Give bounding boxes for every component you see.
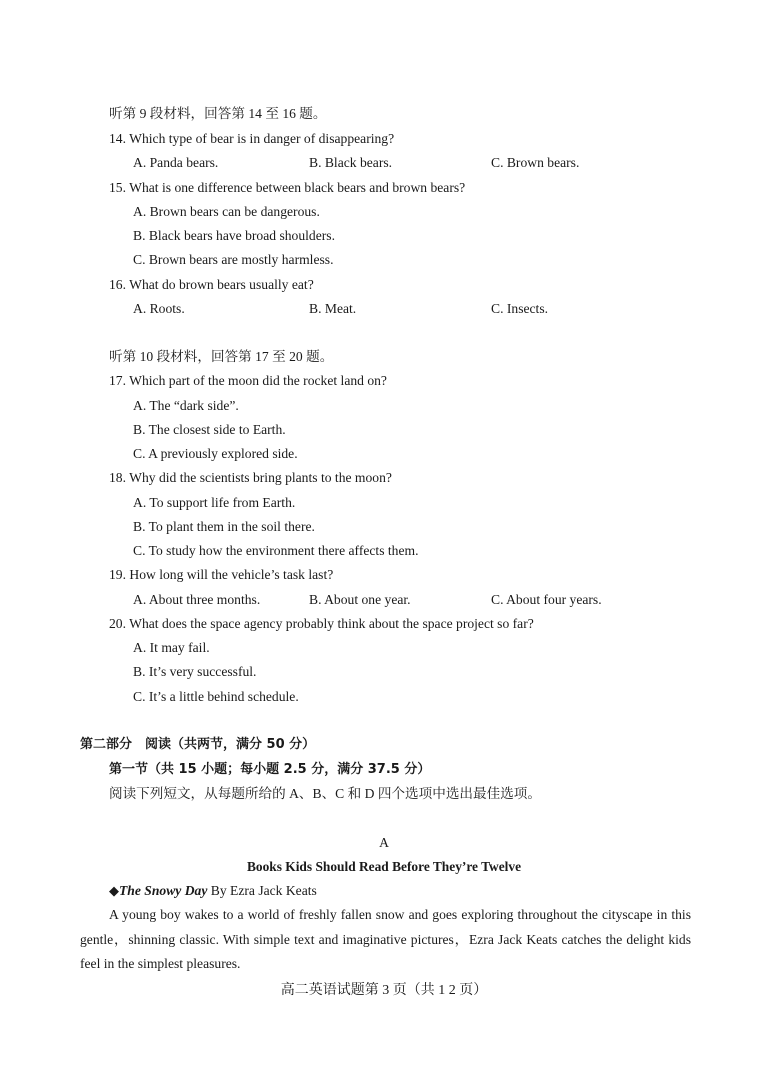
question-17-option-a: A. The “dark side”. (133, 398, 239, 413)
question-16-option-b: B. Meat. (309, 301, 357, 316)
book-title: The Snowy Day (119, 883, 208, 898)
section-header-9: 听第 9 段材料，回答第 14 至 16 题。 (109, 106, 327, 121)
question-14-option-c: C. Brown bears. (491, 155, 580, 170)
part2-instruction: 阅读下列短文，从每题所给的 A、B、C 和 D 四个选项中选出最佳选项。 (109, 786, 541, 801)
question-15-option-c: C. Brown bears are mostly harmless. (133, 252, 334, 267)
question-17-option-c: C. A previously explored side. (133, 446, 298, 461)
question-19-option-b: B. About one year. (309, 592, 411, 607)
passage-title: Books Kids Should Read Before They’re Twelve (246, 859, 522, 874)
question-19-stem: 19. How long will the vehicle’s task last? (109, 567, 334, 582)
question-14-option-b: B. Black bears. (309, 155, 393, 170)
question-19-option-a: A. About three months. (133, 592, 261, 607)
question-18-option-a: A. To support life from Earth. (133, 495, 296, 510)
question-20-stem: 20. What does the space agency probably think about the space project so far? (109, 616, 534, 631)
question-20-option-b: B. It’s very successful. (133, 664, 257, 679)
question-14-option-a: A. Panda bears. (133, 155, 219, 170)
part2-heading: 第二部分 阅读（共两节，满分 50 分） (80, 737, 316, 752)
diamond-bullet-icon: ◆ (109, 883, 119, 898)
question-20-option-c: C. It’s a little behind schedule. (133, 689, 299, 704)
question-15-option-a: A. Brown bears can be dangerous. (133, 204, 320, 219)
question-18-stem: 18. Why did the scientists bring plants to the moon? (109, 470, 392, 485)
question-18-option-c: C. To study how the environment there affects them. (133, 543, 419, 558)
question-16-option-a: A. Roots. (133, 301, 185, 316)
question-15-stem: 15. What is one difference between black bears and brown bears? (109, 180, 466, 195)
question-15-option-b: B. Black bears have broad shoulders. (133, 228, 335, 243)
book-entry (109, 882, 317, 900)
question-16-option-c: C. Insects. (491, 301, 549, 316)
part2-subheading: 第一节（共 15 小题；每小题 2.5 分，满分 37.5 分） (109, 762, 431, 777)
question-20-option-a: A. It may fail. (133, 640, 210, 655)
passage-paragraph: A young boy wakes to a world of freshly fallen snow and goes exploring throughout the cityscape in this gentle，shinning classic. With simple text and imaginative pictures，Ezra Jack Keats catches the delight kids feel in the simplest pleasures. (80, 907, 691, 971)
book-author: By Ezra Jack Keats (207, 883, 317, 898)
passage-letter: A (379, 835, 389, 850)
section-header-10: 听第 10 段材料，回答第 17 至 20 题。 (109, 349, 334, 364)
question-19-option-c: C. About four years. (491, 592, 602, 607)
question-18-option-b: B. To plant them in the soil there. (133, 519, 315, 534)
question-17-stem: 17. Which part of the moon did the rocket land on? (109, 373, 387, 388)
question-17-option-b: B. The closest side to Earth. (133, 422, 286, 437)
question-16-stem: 16. What do brown bears usually eat? (109, 277, 314, 292)
question-14-stem: 14. Which type of bear is in danger of disappearing? (109, 131, 395, 146)
page-footer: 高二英语试题第 3 页（共 1 2 页） (280, 983, 488, 998)
